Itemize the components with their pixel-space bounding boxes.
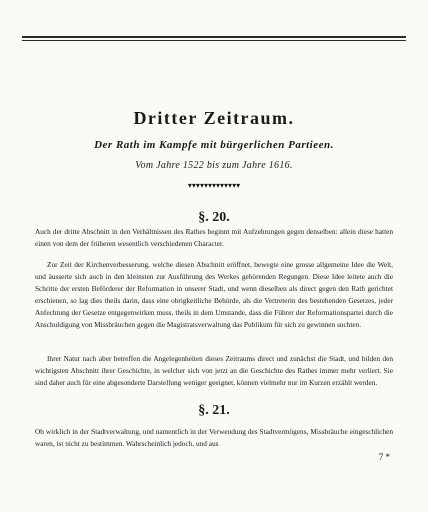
chapter-title: Dritter Zeitraum. bbox=[133, 108, 295, 128]
paragraph-4 bbox=[35, 426, 393, 450]
paragraph-2 bbox=[35, 259, 393, 332]
paragraph-2-text: Zur Zeit der Kirchenverbesserung, welche diesen Abschnitt eröffnet, bewegte eine grosse allgemeine Idee die Welt, und äusserte sich auch in den kleinsten zur Ausführung des Werkes gehörenden Regungen. Diese Idee leitete auch die Schritte der ersten Beförderer der Reformation in unserer Stadt, und wenn dieselben als direct gegen den Rath gerichtet erschienen, so lag dies theils darin, dass eine obrigkeitliche Behörde, als die Vertreterin des bestehenden Gesetzes, jeder Anfechtung der Gesetze entgegenwirken muss, theils in dem Umstande, dass die Führer der Reformationspartei durch die Anschuldigung von Missbräuchen gegen die Magistratsverwaltung das Publikum für sich zu gewinnen suchten. bbox=[35, 260, 393, 330]
section-heading-20: §. 20. bbox=[198, 210, 230, 225]
chapter-subtitle: Der Rath im Kampfe mit bürgerlichen Partieen. bbox=[94, 139, 334, 151]
signature-mark: 7 * bbox=[378, 452, 390, 462]
section-heading-21: §. 21. bbox=[198, 403, 230, 418]
top-rule bbox=[22, 36, 406, 38]
paragraph-3 bbox=[35, 353, 393, 389]
ornament-divider: ▾▾▾▾▾▾▾▾▾▾▾▾▾ bbox=[187, 181, 241, 190]
chapter-years: Vom Jahre 1522 bis zum Jahre 1616. bbox=[135, 160, 293, 171]
paragraph-1-text: Auch der dritte Abschnitt in den Verhältnissen des Rathes beginnt mit Aufzehrungen gegen denselben: allein diese hatten einen von dem der früheren wesentlich verschiedenen Character. bbox=[35, 227, 393, 249]
paragraph-1 bbox=[35, 226, 393, 250]
top-rule-thin bbox=[22, 40, 406, 41]
paragraph-4-text: Ob wirklich in der Stadtverwaltung, und namentlich in der Verwendung des Stadtvermögens, Missbräuche eingeschlichen waren, ist nicht zu bestimmen. Wahrscheinlich jedoch, und aus bbox=[35, 427, 393, 449]
paragraph-3-text: Ihrer Natur nach aber betreffen die Angelegenheiten dieses Zeitraums direct und zunächst die Stadt, und bilden den wichtigsten Abschnitt ihrer Geschichte, in welcher sich von jetzt an die Geschichte des Rathes immer mehr verliert. Sie sind daher auch für eine abgesonderte Darstellung weniger geeignet, können vielmehr nur im Kurzen erzählt werden. bbox=[35, 354, 393, 388]
